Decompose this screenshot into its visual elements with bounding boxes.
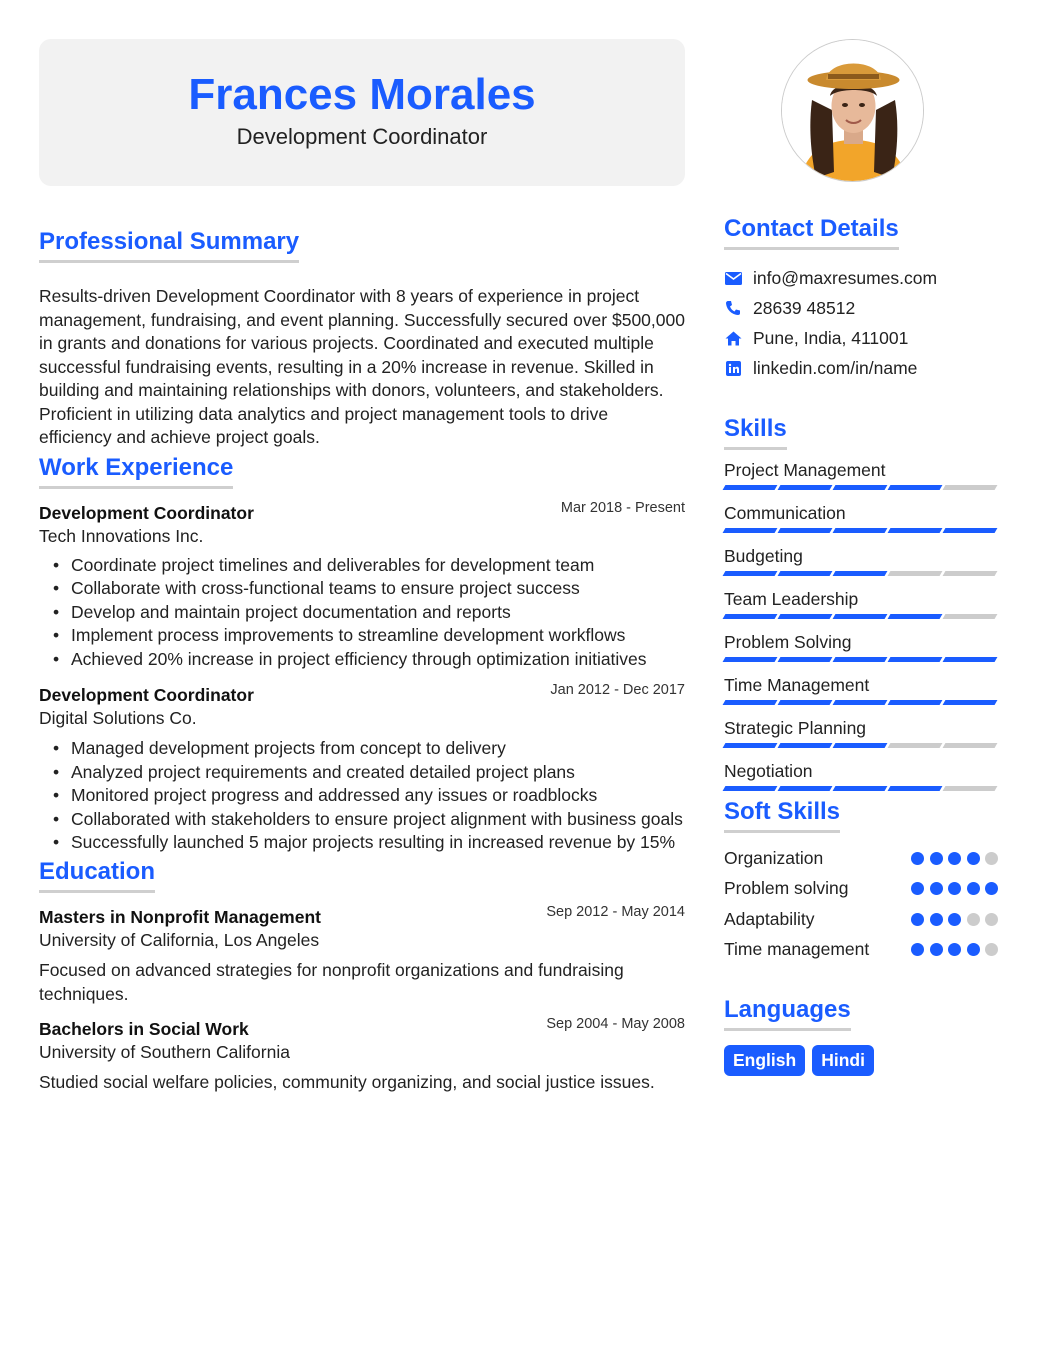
education-description: Studied social welfare policies, community organizing, and social justice issues. xyxy=(39,1071,655,1092)
skill-name: Communication xyxy=(724,503,846,523)
section-title-summary: Professional Summary xyxy=(39,227,299,263)
skill-level-bar xyxy=(724,571,999,576)
rating-dot xyxy=(911,913,924,926)
school-name: University of Southern California xyxy=(39,1041,290,1062)
skill-level-segment xyxy=(943,786,998,791)
job-bullets xyxy=(39,554,685,672)
contact-value: info@maxresumes.com xyxy=(753,267,938,288)
section-title-experience: Work Experience xyxy=(39,453,233,489)
education-section xyxy=(39,857,685,1095)
job-title: Development Coordinator xyxy=(39,502,254,523)
list-item: • Coordinate project timelines and deliverables for development team xyxy=(39,554,685,578)
resume-header xyxy=(39,39,685,186)
soft-skill-item xyxy=(724,904,1004,935)
skill-level-segment xyxy=(778,614,833,619)
main-column xyxy=(39,39,685,1094)
rating-dot xyxy=(967,882,980,895)
skill-level-segment xyxy=(833,614,888,619)
job-company: Tech Innovations Inc. xyxy=(39,525,204,546)
linkedin-icon xyxy=(724,359,742,377)
list-item: • Managed development projects from concept to delivery xyxy=(39,737,685,761)
job-header xyxy=(39,684,685,706)
languages-section xyxy=(724,995,1004,1076)
skill-level-segment xyxy=(833,743,888,748)
skill-level-bar xyxy=(724,528,999,533)
rating-dot xyxy=(967,913,980,926)
skill-level-segment xyxy=(723,528,778,533)
skill-item xyxy=(724,631,1004,674)
contact-list xyxy=(724,263,1004,383)
skill-name: Project Management xyxy=(724,460,886,480)
skill-level-segment xyxy=(723,700,778,705)
section-title-skills: Skills xyxy=(724,414,787,450)
skills-section xyxy=(724,414,1004,803)
job-company: Digital Solutions Co. xyxy=(39,708,197,728)
section-title-education: Education xyxy=(39,857,155,893)
section-title-languages: Languages xyxy=(724,995,851,1031)
contact-value: linkedin.com/in/name xyxy=(753,357,918,378)
job-entry xyxy=(39,684,685,855)
sidebar-column xyxy=(724,39,1004,1076)
skill-level-segment xyxy=(723,571,778,576)
skill-item xyxy=(724,717,1004,760)
skill-item xyxy=(724,459,1004,502)
summary-section xyxy=(39,227,685,450)
skill-level-segment xyxy=(723,743,778,748)
soft-skill-name: Problem solving xyxy=(724,878,849,899)
rating-dot xyxy=(948,913,961,926)
school-name: University of California, Los Angeles xyxy=(39,929,320,950)
skill-name: Problem Solving xyxy=(724,632,852,652)
skill-level-segment xyxy=(833,528,888,533)
experience-section xyxy=(39,453,685,855)
skill-level-segment xyxy=(723,786,778,791)
list-item: • Successfully launched 5 major projects resulting in increased revenue by 15% xyxy=(39,831,685,855)
home-icon xyxy=(724,329,742,347)
soft-skill-name: Adaptability xyxy=(724,908,815,929)
skill-level-bar xyxy=(724,743,999,748)
contact-address xyxy=(724,323,1004,353)
skill-item xyxy=(724,545,1004,588)
soft-skill-rating xyxy=(911,943,998,956)
skills-list xyxy=(724,459,1004,803)
job-dates: Mar 2018 - Present xyxy=(560,499,685,516)
soft-skill-rating xyxy=(911,852,998,865)
job-header xyxy=(39,499,685,524)
summary-text: Results-driven Development Coordinator with 8 years of experience in project management, fundraising, and event planning. Successfully secured over $500,000 in grants and donations for various projects. Coordinated and executed multiple successful fundraising events, resulting in a 20% increase in revenue. Skilled in building and maintaining relationships with donors, volunteers, and stakeholders. Proficient in utilizing data analytics and project management tools to drive efficiency and achieve project goals. xyxy=(39,286,685,447)
job-dates: Jan 2012 - Dec 2017 xyxy=(550,682,685,698)
skill-level-segment xyxy=(833,786,888,791)
rating-dot xyxy=(930,913,943,926)
list-item: • Analyzed project requirements and created detailed project plans xyxy=(39,761,685,785)
skill-level-segment xyxy=(778,485,833,490)
list-item: • Monitored project progress and addressed any issues or roadblocks xyxy=(39,784,685,808)
skill-level-segment xyxy=(778,571,833,576)
soft-skill-item xyxy=(724,843,1004,874)
skill-level-bar xyxy=(724,614,999,619)
rating-dot xyxy=(967,852,980,865)
skill-name: Team Leadership xyxy=(724,589,859,609)
skill-level-segment xyxy=(778,528,833,533)
skill-level-segment xyxy=(888,528,943,533)
skill-level-bar xyxy=(724,700,999,705)
education-dates: Sep 2012 - May 2014 xyxy=(546,903,685,920)
candidate-name: Frances Morales xyxy=(188,70,536,119)
contact-section xyxy=(724,214,1004,383)
skill-level-segment xyxy=(778,743,833,748)
language-badge: English xyxy=(724,1045,805,1076)
skill-level-segment xyxy=(723,614,778,619)
job-title: Development Coordinator xyxy=(39,685,254,705)
skill-level-segment xyxy=(943,614,998,619)
rating-dot xyxy=(948,943,961,956)
skill-level-segment xyxy=(888,657,943,662)
skill-item xyxy=(724,502,1004,545)
soft-skill-name: Organization xyxy=(724,847,824,868)
skill-level-segment xyxy=(778,657,833,662)
rating-dot xyxy=(967,943,980,956)
rating-dot xyxy=(948,882,961,895)
candidate-title: Development Coordinator xyxy=(236,124,488,149)
rating-dot xyxy=(930,852,943,865)
job-bullets xyxy=(39,737,685,855)
skill-level-segment xyxy=(888,786,943,791)
education-entry xyxy=(39,903,685,1007)
section-title-contact: Contact Details xyxy=(724,214,899,250)
skill-level-segment xyxy=(888,743,943,748)
skill-level-segment xyxy=(888,571,943,576)
skill-level-segment xyxy=(943,743,998,748)
skill-item xyxy=(724,588,1004,631)
contact-linkedin[interactable] xyxy=(724,353,1004,383)
rating-dot xyxy=(985,913,998,926)
rating-dot xyxy=(985,852,998,865)
soft-skills-section xyxy=(724,797,1004,965)
skill-name: Time Management xyxy=(724,675,870,695)
list-item: • Develop and maintain project documentation and reports xyxy=(39,601,685,625)
section-title-soft-skills: Soft Skills xyxy=(724,797,840,833)
education-dates: Sep 2004 - May 2008 xyxy=(546,1015,685,1032)
rating-dot xyxy=(911,882,924,895)
skill-level-segment xyxy=(833,571,888,576)
rating-dot xyxy=(911,943,924,956)
skill-name: Budgeting xyxy=(724,546,803,566)
rating-dot xyxy=(985,943,998,956)
list-item: • Achieved 20% increase in project efficiency through optimization initiatives xyxy=(39,648,685,672)
languages-list xyxy=(724,1045,1004,1076)
phone-icon xyxy=(724,299,742,317)
rating-dot xyxy=(985,882,998,895)
degree-title: Masters in Nonprofit Management xyxy=(39,906,321,927)
rating-dot xyxy=(911,852,924,865)
skill-name: Strategic Planning xyxy=(724,718,867,738)
education-header xyxy=(39,1015,685,1040)
job-entry xyxy=(39,499,685,672)
contact-email[interactable] xyxy=(724,263,1004,293)
skill-level-segment xyxy=(888,700,943,705)
contact-phone[interactable] xyxy=(724,293,1004,323)
education-header xyxy=(39,903,685,928)
soft-skill-rating xyxy=(911,882,998,895)
list-item: • Collaborated with stakeholders to ensure project alignment with business goals xyxy=(39,808,685,832)
skill-level-segment xyxy=(943,700,998,705)
skill-level-segment xyxy=(723,485,778,490)
skill-name: Negotiation xyxy=(724,761,813,781)
profile-photo xyxy=(781,39,924,182)
skill-item xyxy=(724,760,1004,803)
skill-level-segment xyxy=(943,657,998,662)
skill-level-segment xyxy=(833,657,888,662)
soft-skills-list xyxy=(724,843,1004,965)
contact-value: 28639 48512 xyxy=(753,297,856,318)
skill-level-segment xyxy=(943,528,998,533)
skill-level-segment xyxy=(723,657,778,662)
skill-level-segment xyxy=(943,485,998,490)
skill-level-segment xyxy=(833,700,888,705)
skill-level-segment xyxy=(888,485,943,490)
language-badge: Hindi xyxy=(812,1045,874,1076)
soft-skill-name: Time management xyxy=(724,939,870,960)
rating-dot xyxy=(930,882,943,895)
education-description: Focused on advanced strategies for nonprofit organizations and fundraising techniques. xyxy=(39,959,624,1004)
soft-skill-item xyxy=(724,874,1004,905)
rating-dot xyxy=(948,852,961,865)
list-item: • Collaborate with cross-functional teams to ensure project success xyxy=(39,577,685,601)
skill-item xyxy=(724,674,1004,717)
rating-dot xyxy=(930,943,943,956)
skill-level-bar xyxy=(724,485,999,490)
envelope-icon xyxy=(724,269,742,287)
skill-level-bar xyxy=(724,657,999,662)
skill-level-bar xyxy=(724,786,999,791)
skill-level-segment xyxy=(778,786,833,791)
skill-level-segment xyxy=(833,485,888,490)
degree-title: Bachelors in Social Work xyxy=(39,1018,249,1039)
skill-level-segment xyxy=(888,614,943,619)
skill-level-segment xyxy=(943,571,998,576)
contact-value: Pune, India, 411001 xyxy=(753,327,909,348)
education-entry xyxy=(39,1015,685,1095)
list-item: • Implement process improvements to streamline development workflows xyxy=(39,624,685,648)
skill-level-segment xyxy=(778,700,833,705)
soft-skill-item xyxy=(724,935,1004,966)
soft-skill-rating xyxy=(911,913,998,926)
